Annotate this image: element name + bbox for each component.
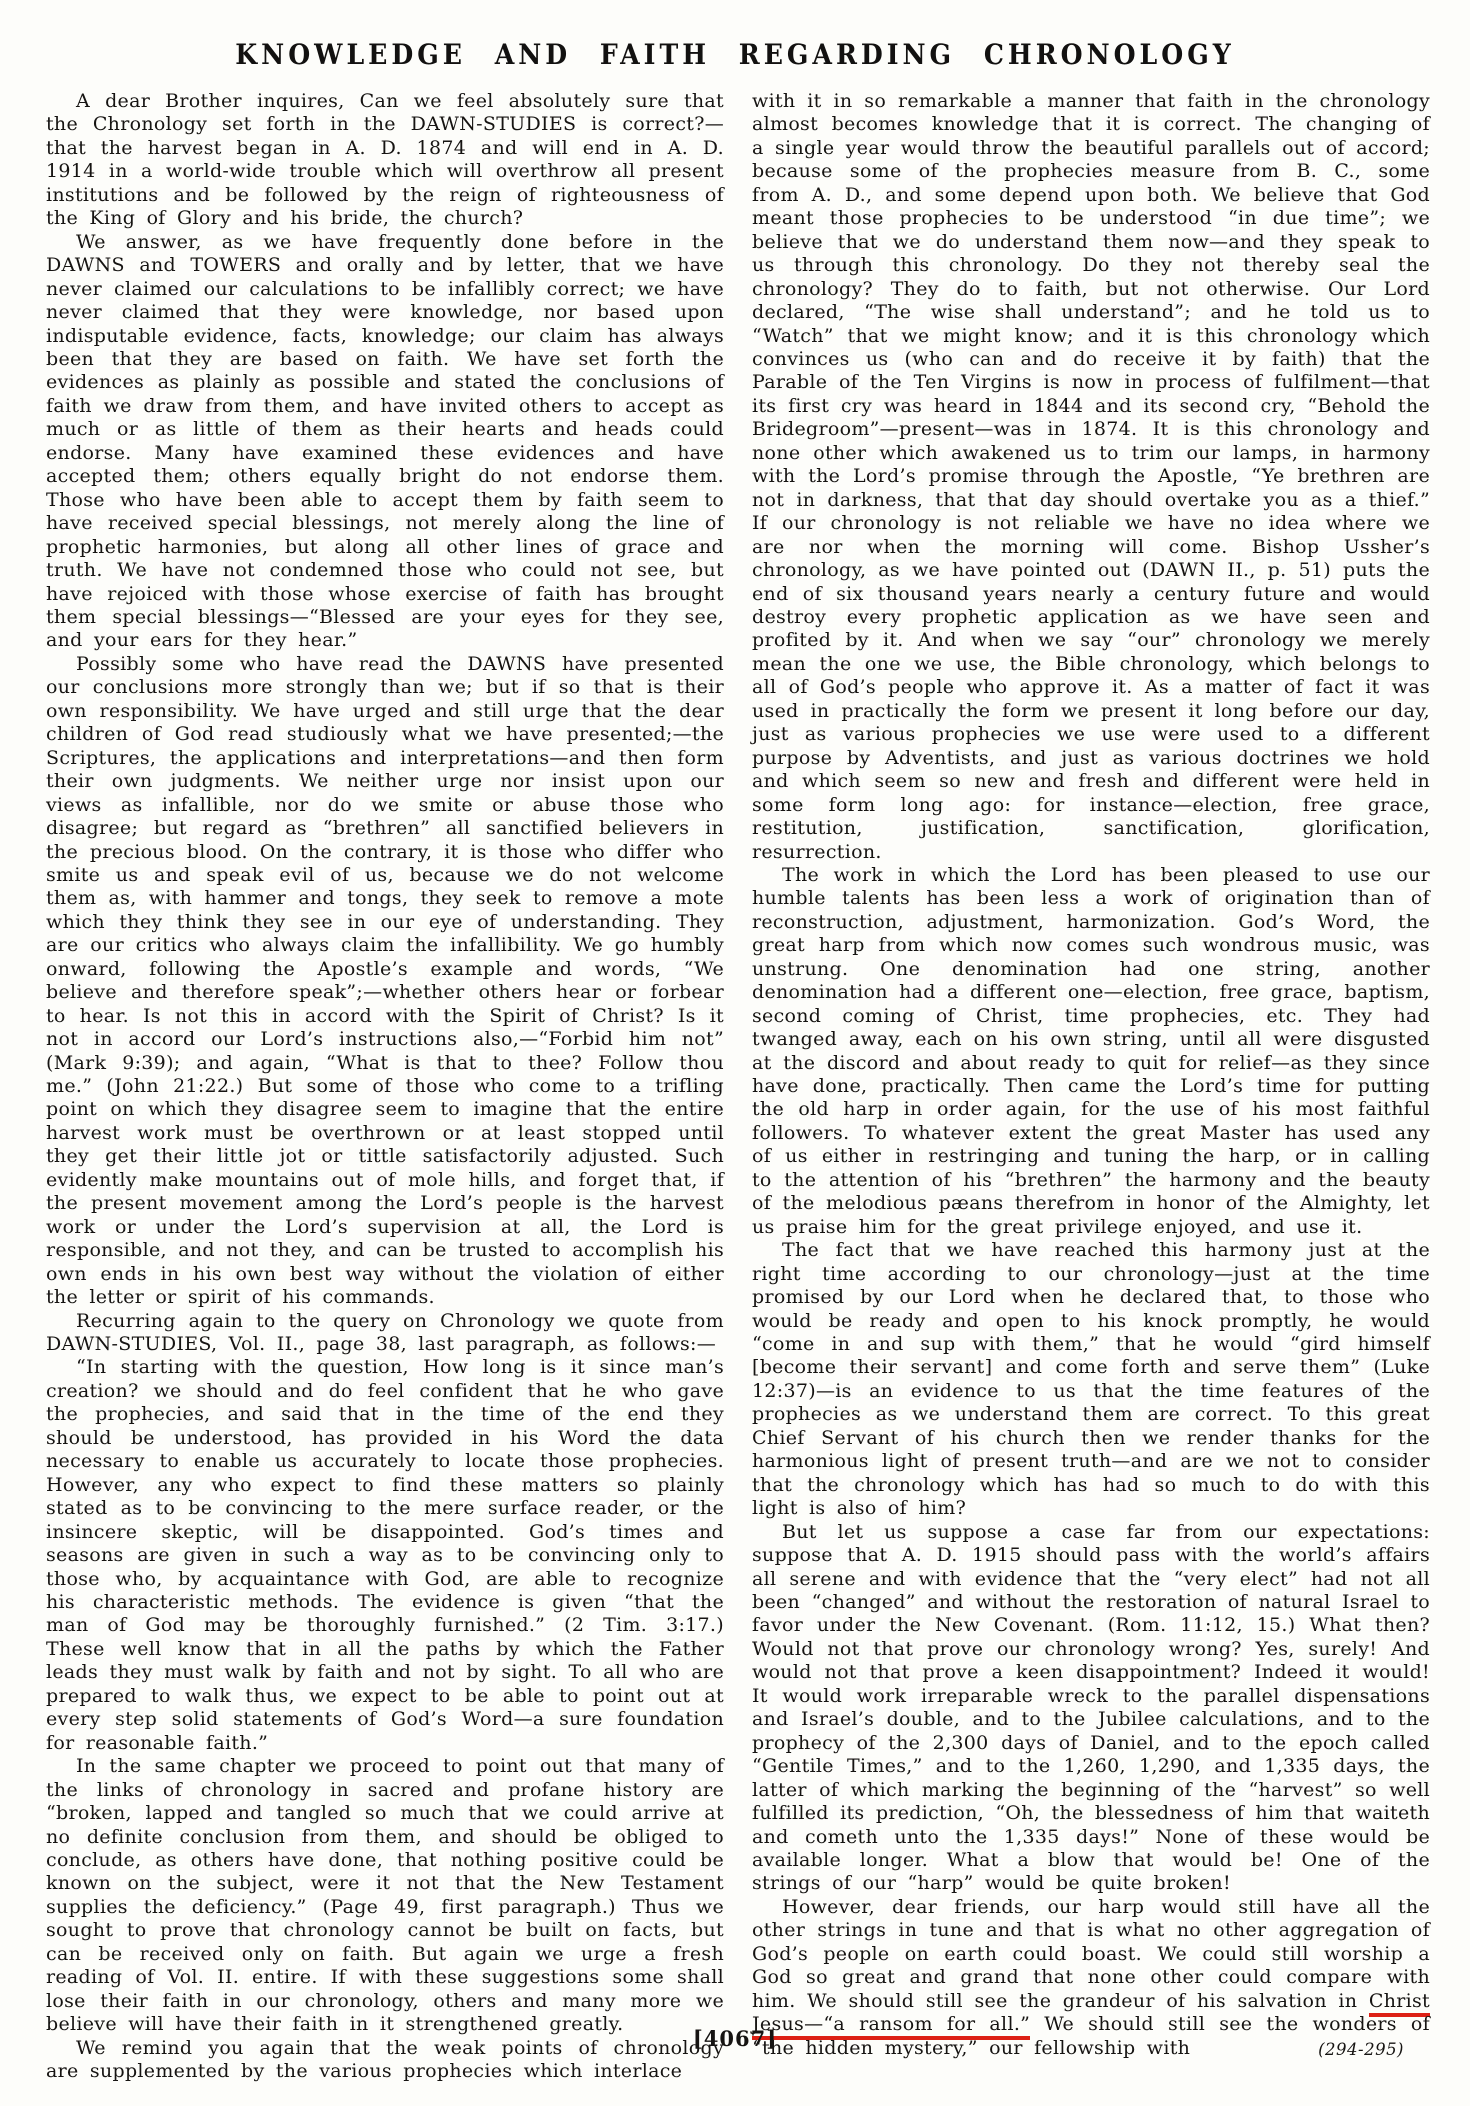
two-column-body — [46, 90, 1430, 2084]
issue-page-numbers: (294-295) — [1318, 2040, 1404, 2059]
continuation-paragraph: with it in so remarkable a manner that faith in the chronology almost becomes knowledge that it is correct. The changing of a single year would throw the beautiful parallels out of accord; because some of the prophecies measure from B. C., some from A. D., and some depend upon both. We believe that God meant those prophecies to be understood “in due time”; we believe that we do understand them now—and they speak to us through this chronology. Do they not thereby seal the chronology? They do to faith, but not otherwise. Our Lord declared, “The wise shall understand”; and he told us to “Watch” that we might know; and it is this chronology which convinces us (who can and do receive it by faith) that the Parable of the Ten Virgins is now in process of fulfilment—that its first cry was heard in 1844 and its second cry, “Behold the Bridegroom”—present—was in 1874. It is this chronology and none other which awakened us to trim our lamps, in harmony with the Lord’s promise through the Apostle, “Ye brethren are not in darkness, that that day should overtake you as a thief.” If our chronology is not reliable we have no idea where we are nor when the morning will come. Bishop Ussher’s chronology, as we have pointed out (DAWN II., p. 51) puts the end of six thousand years nearly a century future and would destroy every prophetic application as we have seen and profited by it. And when we say “our” chronology we merely mean the one we use, the Bible chronology, which belongs to all of God’s people who approve it. As a matter of fact it was used in practically the form we present it long before our day, just as various prophecies we use were used to a different purpose by Adventists, and just as various doctrines we hold and which seem so new and fresh and different were held in some form long ago: for instance—election, free grace, restitution, justification, sanctification, glorification, resurrection. — [752, 90, 1430, 863]
reprint-page-number: [4067] — [692, 2026, 778, 2051]
paragraph: The fact that we have reached this harmony just at the right time according to our chronology—just at the time promised by our Lord when he declared that, to those who would be ready and open to his knock promptly, he would “come in and sup with them,” that he would “gird himself [become their servant] and come forth and serve them” (Luke 12:37)—is an evidence to us that the time features of the prophecies as we understand them are correct. To this great Chief Servant of his church then we render thanks for the harmonious light of present truth—and are we not to consider that the chronology which has had so much to do with this light is also of him? — [752, 1239, 1430, 1520]
article-title: KNOWLEDGE AND FAITH REGARDING CHRONOLOGY — [235, 38, 1235, 71]
paragraph: Recurring again to the query on Chronology we quote from DAWN-STUDIES, Vol. II., page 38, last paragraph, as follows:— — [46, 1309, 724, 1356]
paragraph: The work in which the Lord has been pleased to use our humble talents has been less a work of origination than of reconstruction, adjustment, harmonization. God’s Word, the great harp from which now comes such wondrous music, was unstrung. One denomination had one string, another denomination had a different one—election, free grace, baptism, second coming of Christ, time prophecies, etc. They had twanged away, each on his own string, until all were disgusted at the discord and about ready to quit for relief—as they since have done, practically. Then came the Lord’s time for putting the old harp in order again, for the use of his most faithful followers. To whatever extent the great Master has used any of us either in restringing and tuning the harp, or in calling to the attention of his “brethren” the harmony and the beauty of the melodious pæans therefrom in honor of the Almighty, let us praise him for the great privilege enjoyed, and use it. — [752, 863, 1430, 1238]
left-column — [46, 90, 724, 2084]
right-column — [752, 90, 1430, 2084]
paragraph: A dear Brother inquires, Can we feel absolutely sure that the Chronology set forth in the DAWN-STUDIES is correct?—that the harvest began in A. D. 1874 and will end in A. D. 1914 in a world-wide trouble which will overthrow all present institutions and be followed by the reign of righteousness of the King of Glory and his bride, the church? — [46, 90, 724, 230]
red-underline-annotation: Christ Jesus—“a ransom for all.” — [752, 1990, 1430, 2040]
paragraph: We remind you again that the weak points of chronology are supplemented by the various prophecies which interlace — [46, 2036, 724, 2083]
paragraph: In the same chapter we proceed to point out that many of the links of chronology in sacred and profane history are “broken, lapped and tangled so much that we could arrive at no definite conclusion from them, and should be obliged to conclude, as others have done, that nothing positive could be known on the subject, were it not that the New Testament supplies the deficiency.” (Page 49, first paragraph.) Thus we sought to prove that chronology cannot be built on facts, but can be received only on faith. But again we urge a fresh reading of Vol. II. entire. If with these suggestions some shall lose their faith in our chronology, others and many more we believe will have their faith in it strengthened greatly. — [46, 1755, 724, 2036]
closing-text-after-underline: We should still see the wonders of “the hidden mystery,” our fellowship with — [752, 2013, 1430, 2059]
paragraph: Possibly some who have read the DAWNS have presented our conclusions more strongly than we; but if so that is their own responsibility. We have urged and still urge that the dear children of God read studiously what we have presented;—the Scriptures, the applications and interpretations—and then form their own judgments. We neither urge nor insist upon our views as infallible, nor do we smite or abuse those who disagree; but regard as “brethren” all sanctified believers in the precious blood. On the contrary, it is those who differ who smite us and speak evil of us, because we do not welcome them as, with hammer and tongs, they seek to remove a mote which they think they see in our eye of understanding. They are our critics who always claim the infallibility. We go humbly onward, following the Apostle’s example and words, “We believe and therefore speak”;—whether others hear or forbear to hear. Is not this in accord with the Spirit of Christ? Is it not in accord our Lord’s instructions also,—“Forbid him not” (Mark 9:39); and again, “What is that to thee? Follow thou me.” (John 21:22.) But some of those who come to a trifling point on which they disagree seem to imagine that the entire harvest work must be overthrown or at least stopped until they get their little jot or tittle satisfactorily adjusted. Such evidently make mountains out of mole hills, and forget that, if the present movement among the Lord’s people is the harvest work or under the Lord’s supervision at all, the Lord is responsible, and not they, and can be trusted to accomplish his own ends in his own best way without the violation of either the letter or spirit of his commands. — [46, 652, 724, 1309]
closing-text-before-underline: However, dear friends, our harp would still have all the other strings in tune and that is what no other aggregation of God’s people on earth could boast. We could still worship a God so great and grand that none other could compare with him. We should still see the grandeur of his salvation in — [752, 1895, 1430, 2012]
quoted-paragraph: “In starting with the question, How long is it since man’s creation? we should and do feel confident that he who gave the prophecies, and said that in the time of the end they should be understood, has provided in his Word the data necessary to enable us accurately to locate those prophecies. However, any who expect to find these matters so plainly stated as to be convincing to the mere surface reader, or the insincere skeptic, will be disappointed. God’s times and seasons are given in such a way as to be convincing only to those who, by acquaintance with God, are able to recognize his characteristic methods. The evidence is given “that the man of God may be thoroughly furnished.” (2 Tim. 3:17.) These well know that in all the paths by which the Father leads they must walk by faith and not by sight. To all who are prepared to walk thus, we expect to be able to point out at every step solid statements of God’s Word—a sure foundation for reasonable faith.” — [46, 1356, 724, 1754]
paragraph: But let us suppose a case far from our expectations: suppose that A. D. 1915 should pass with the world’s affairs all serene and with evidence that the “very elect” had not all been “changed” and without the restoration of natural Israel to favor under the New Covenant. (Rom. 11:12, 15.) What then? Would not that prove our chronology wrong? Yes, surely! And would not that prove a keen disappointment? Indeed it would! It would work irreparable wreck to the parallel dispensations and Israel’s double, and to the Jubilee calculations, and to the prophecy of the 2,300 days of Daniel, and to the epoch called “Gentile Times,” and to the 1,260, 1,290, and 1,335 days, the latter of which marking the beginning of the “harvest” so well fulfilled its prediction, “Oh, the blessedness of him that waiteth and cometh unto the 1,335 days!” None of these would be available longer. What a blow that would be! One of the strings of our “harp” would be quite broken! — [752, 1520, 1430, 1895]
paragraph: We answer, as we have frequently done before in the DAWNS and TOWERS and orally and by letter, that we have never claimed our calculations to be infallibly correct; we have never claimed that they were knowledge, nor based upon indisputable evidence, facts, knowledge; our claim has always been that they are based on faith. We have set forth the evidences as plainly as possible and stated the conclusions of faith we draw from them, and have invited others to accept as much or as little of them as their hearts and heads could endorse. Many have examined these evidences and have accepted them; others equally bright do not endorse them. Those who have been able to accept them by faith seem to have received special blessings, not merely along the line of prophetic harmonies, but along all other lines of grace and truth. We have not condemned those who could not see, but have rejoiced with those whose exercise of faith has brought them special blessings—“Blessed are your eyes for they see, and your ears for they hear.” — [46, 230, 724, 652]
